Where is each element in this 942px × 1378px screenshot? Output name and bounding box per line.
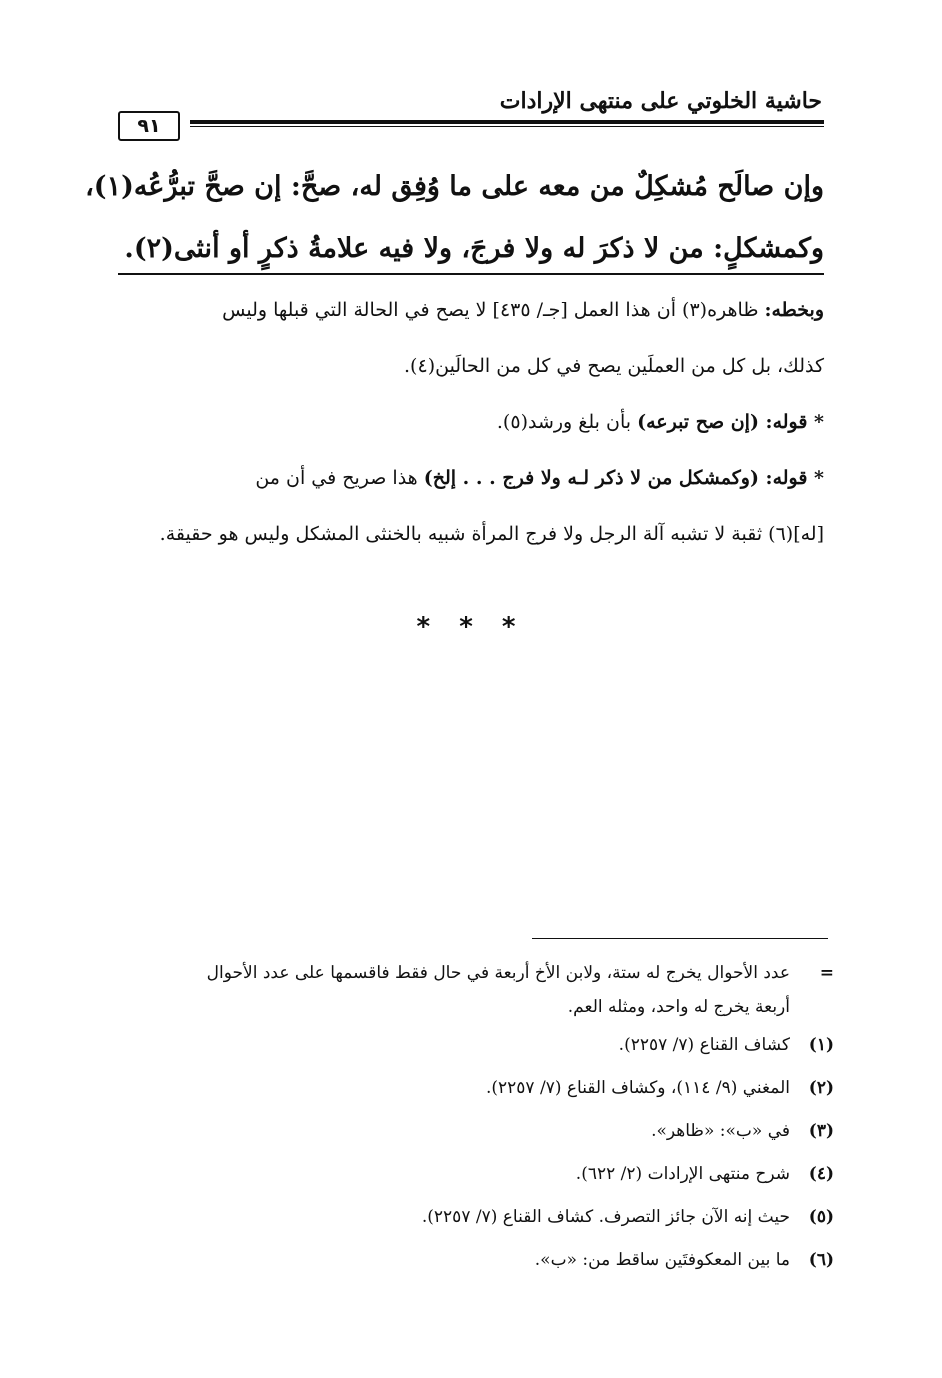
footnote-text: ما بين المعكوفتَين ساقط من: «ب». bbox=[534, 1250, 790, 1270]
matn-separator-rule bbox=[118, 273, 824, 275]
footnote-number: (٤) bbox=[808, 1164, 834, 1184]
quote-lead-2: * قوله: (وكمشكل من لا ذكر لـه ولا فرج . . . إلخ) bbox=[423, 467, 824, 489]
footnote-continuation-line-2 bbox=[118, 990, 834, 1024]
commentary-line-2: كذلك، بل كل من العملَين يصح في كل من الحالَين(٤). bbox=[404, 355, 824, 377]
commentary-line-5: [له](٦) ثقبة لا تشبه آلة الرجل ولا فرج المرأة شبيه بالخنثى المشكل وليس هو حقيقة. bbox=[159, 523, 824, 545]
footnote-continuation-line-1 bbox=[118, 956, 834, 990]
commentary-line-3 bbox=[118, 394, 824, 450]
footnote-item bbox=[118, 1067, 834, 1110]
matn-line-2: وكمشكلٍ: من لا ذكرَ له ولا فرجَ، ولا فيه علامةُ ذكرٍ أو أنثى(٢). bbox=[124, 233, 824, 264]
header-rule-thin bbox=[190, 126, 824, 127]
footnote-item bbox=[118, 1110, 834, 1153]
quote-lead-1: * قوله: (إن صح تبرعه) bbox=[637, 411, 824, 433]
footnote-text: المغني (٩/ ١١٤)، وكشاف القناع (٧/ ٢٢٥٧). bbox=[485, 1078, 790, 1098]
footnote-item bbox=[118, 1196, 834, 1239]
section-separator-stars: * * * bbox=[416, 612, 526, 642]
footnote-text: حيث إنه الآن جائز التصرف. كشاف القناع (٧/ ٢٢٥٧). bbox=[421, 1207, 790, 1227]
footnote-separator-rule bbox=[532, 938, 828, 939]
footnote-continuation-mark: = bbox=[819, 963, 834, 983]
footnote-text: أربعة يخرج له واحد، ومثله العم. bbox=[567, 997, 790, 1017]
footnote-number: (١) bbox=[808, 1035, 834, 1055]
quote-explanation-1: بأن بلغ ورشد(٥). bbox=[496, 411, 632, 433]
footnote-number: (٣) bbox=[808, 1121, 834, 1141]
quote-explanation-2: هذا صريح في أن من bbox=[255, 467, 418, 489]
footnote-number: (٦) bbox=[808, 1250, 834, 1270]
footnote-text: عدد الأحوال يخرج له ستة، ولابن الأخ أربعة في حال فقط فاقسمها على عدد الأحوال bbox=[206, 963, 790, 983]
commentary-lead-label: وبخطه: bbox=[764, 299, 824, 321]
commentary-block bbox=[118, 282, 824, 562]
commentary-text: ظاهره(٣) أن هذا العمل [جـ/ ٤٣٥] لا يصح في الحالة التي قبلها وليس bbox=[222, 299, 759, 321]
footnotes-block bbox=[118, 956, 834, 1282]
matn-line-1: وإن صالَح مُشكِلٌ من معه على ما وُفِق له، صحَّ: إن صحَّ تبرُّعُه(١)، bbox=[85, 171, 824, 202]
footnote-text: في «ب»: «ظاهر». bbox=[651, 1121, 790, 1141]
commentary-line-4 bbox=[118, 450, 824, 506]
commentary-line-1 bbox=[118, 282, 824, 338]
footnote-item bbox=[118, 1153, 834, 1196]
footnote-number: (٢) bbox=[808, 1078, 834, 1098]
running-header-title: حاشية الخلوتي على منتهى الإرادات bbox=[499, 88, 822, 114]
matn-block bbox=[85, 156, 824, 280]
footnote-text: كشاف القناع (٧/ ٢٢٥٧). bbox=[618, 1035, 790, 1055]
footnote-item bbox=[118, 1239, 834, 1282]
header-rule-thick bbox=[190, 120, 824, 124]
page-number-box: ٩١ bbox=[118, 111, 180, 141]
footnote-number: (٥) bbox=[808, 1207, 834, 1227]
footnote-item bbox=[118, 1024, 834, 1067]
footnote-text: شرح منتهى الإرادات (٢/ ٦٢٢). bbox=[575, 1164, 790, 1184]
